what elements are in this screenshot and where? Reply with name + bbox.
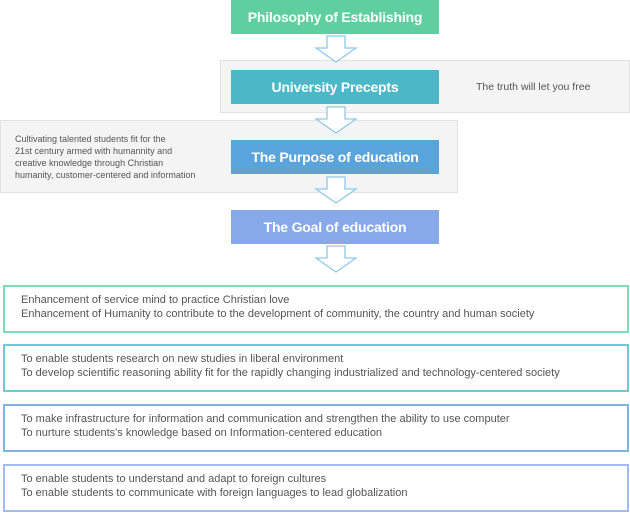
down-arrow-icon bbox=[314, 176, 358, 204]
goal-line: To develop scientific reasoning ability fit for the rapidly changing industrialized and technology-centered society bbox=[21, 367, 560, 379]
purpose-note-line: Cultivating talented students fit for the bbox=[15, 134, 166, 144]
down-arrow-icon bbox=[314, 35, 358, 63]
purpose-note bbox=[15, 133, 220, 181]
goal-line: Enhancement of service mind to practice Christian love bbox=[21, 294, 290, 306]
goal-line: To nurture students's knowledge based on Information-centered education bbox=[21, 427, 383, 439]
goal-line: To enable students to communicate with foreign languages to lead globalization bbox=[21, 487, 408, 499]
purpose-header: The Purpose of education bbox=[231, 140, 439, 174]
philosophy-header: Philosophy of Establishing bbox=[231, 0, 439, 34]
goal-line: To enable students to understand and adapt to foreign cultures bbox=[21, 473, 327, 485]
goal-line: Enhancement of Humanity to contribute to the development of community, the country and human society bbox=[21, 308, 535, 320]
goal-header: The Goal of education bbox=[231, 210, 439, 244]
goal-box-globalization bbox=[3, 464, 629, 512]
goal-box-information bbox=[3, 404, 629, 452]
precepts-note: The truth will let you free bbox=[476, 81, 591, 93]
down-arrow-icon bbox=[314, 245, 358, 273]
goal-box-christian-love bbox=[3, 285, 629, 333]
purpose-note-line: humanity, customer-centered and information bbox=[15, 170, 196, 180]
purpose-note-line: creative knowledge through Christian bbox=[15, 158, 164, 168]
down-arrow-icon bbox=[314, 106, 358, 134]
purpose-note-line: 21st century armed with humannity and bbox=[15, 146, 173, 156]
goal-line: To make infrastructure for information and communication and strengthen the ability to use computer bbox=[21, 413, 510, 425]
goal-box-research bbox=[3, 344, 629, 392]
goal-line: To enable students research on new studies in liberal environment bbox=[21, 353, 344, 365]
precepts-header: University Precepts bbox=[231, 70, 439, 104]
